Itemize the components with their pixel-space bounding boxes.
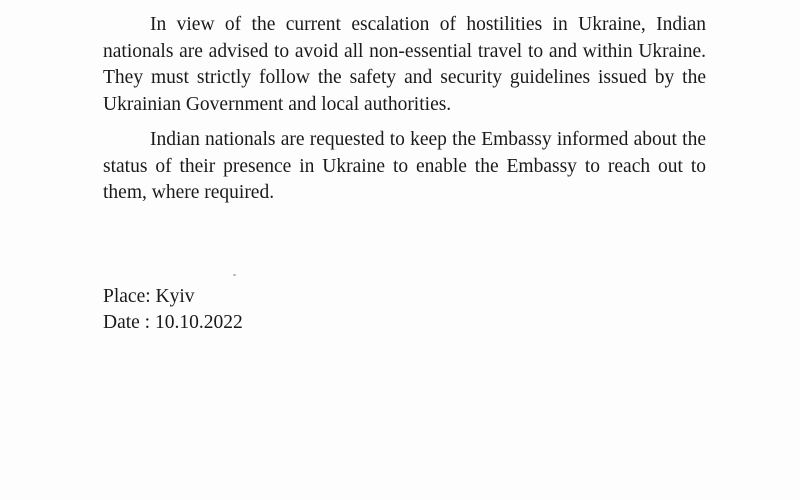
scan-speck — [233, 274, 236, 276]
place-date-block — [103, 284, 243, 336]
advisory-paragraph-1: In view of the current escalation of hostilities in Ukraine, Indian nationals are advised to avoid all non-essential travel to and within Ukraine. They must strictly follow the safety and security guidelines issued by the Ukrainian Government and local authorities. — [103, 14, 706, 115]
place-line: Place: Kyiv — [103, 286, 195, 307]
advisory-body — [103, 12, 706, 216]
advisory-paragraph-2: Indian nationals are requested to keep the Embassy informed about the status of their presence in Ukraine to enable the Embassy to reach out to them, where required. — [103, 129, 706, 203]
date-line: Date : 10.10.2022 — [103, 312, 243, 333]
